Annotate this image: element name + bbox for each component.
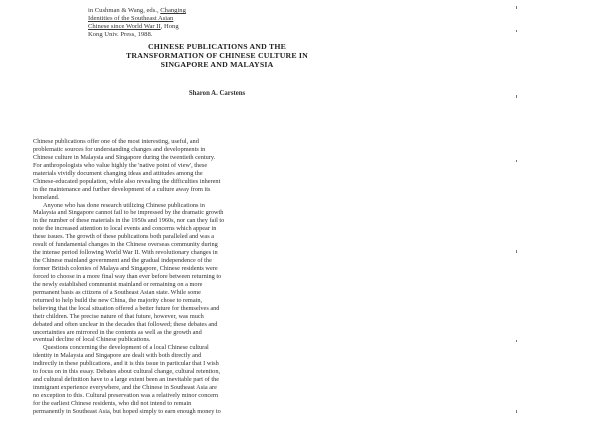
scan-edge-mark bbox=[516, 95, 517, 98]
text-line: the intense period following World War II. With revolutionary changes in bbox=[33, 249, 218, 257]
text-line: and cultural definition have to a large extent been an inevitable part of the bbox=[33, 376, 220, 384]
text-line: permanent basis as citizens of a Southeast Asian state. While some bbox=[33, 288, 201, 296]
text-line: result of fundamental changes in the Chinese overseas community during bbox=[33, 241, 218, 249]
text-line: returned to help build the new China, the majority chose to remain, bbox=[33, 296, 203, 304]
title-line: SINGAPORE AND MALAYSIA bbox=[160, 60, 274, 70]
text-line: homeland. bbox=[33, 193, 60, 201]
citation-line: Kong Univ. Press, 1988. bbox=[88, 31, 153, 39]
citation-book-title-cont: Chinese since World War II bbox=[88, 23, 161, 31]
text-line: to focus on in this essay. Debates about cultural change, cultural retention, bbox=[33, 368, 221, 376]
text-line: believing that the local situation offered a better future for themselves and bbox=[33, 304, 220, 312]
text-line: the newly established communist mainland or remaining on a more bbox=[33, 280, 203, 288]
text-line: Malaysia and Singapore cannot fail to be impressed by the dramatic growth bbox=[33, 209, 224, 217]
text-line: note the increased attention to local events and concerns which appear in bbox=[33, 225, 217, 233]
text-line: Anyone who has done research utilizing Chinese publications in bbox=[43, 201, 205, 209]
text-line: Chinese culture in Malaysia and Singapore during the twentieth century. bbox=[33, 153, 216, 161]
citation-prefix: in Cushman & Wang, eds., bbox=[88, 7, 161, 14]
text-line: for the earliest Chinese residents, who did not intend to remain bbox=[33, 399, 192, 407]
title-line: TRANSFORMATION OF CHINESE CULTURE IN bbox=[126, 51, 308, 61]
body-text bbox=[33, 138, 309, 416]
scan-edge-mark bbox=[516, 250, 517, 253]
text-line: forced to choose in a more final way than ever before between returning to bbox=[33, 272, 222, 280]
text-line: no exception to this. Cultural preservation was a relatively minor concern bbox=[33, 392, 219, 399]
text-line: in the maintenance and further development of a culture away from its bbox=[33, 185, 211, 193]
citation-note bbox=[88, 7, 288, 39]
paper-title bbox=[92, 42, 342, 70]
scan-edge-mark bbox=[516, 30, 517, 32]
scan-edge-mark bbox=[516, 6, 517, 9]
text-line: materials vividly document changing ideas and attitudes among the bbox=[33, 169, 203, 177]
citation-publisher-start: , Hong bbox=[160, 23, 179, 31]
text-line: identity in Malaysia and Singapore are dealt with both directly and bbox=[33, 352, 202, 360]
paragraph bbox=[33, 138, 309, 202]
text-line: in the number of these materials in the 1950s and 1960s, nor can they fail to bbox=[33, 217, 225, 225]
paragraph bbox=[33, 202, 309, 345]
text-line: their children. The precise nature of that future, however, was much bbox=[33, 312, 204, 320]
text-line: former British colonies of Malaya and Singapore, Chinese residents were bbox=[33, 265, 218, 272]
text-line: For anthropologists who value highly the 'native point of view', these bbox=[33, 161, 208, 169]
text-line: the Chinese mainland government and the gradual independence of the bbox=[33, 257, 212, 265]
citation-book-title: Changing bbox=[160, 7, 186, 14]
citation-line: Identities of the Southeast Asian bbox=[88, 15, 174, 23]
text-line: permanently in Southeast Asia, but hoped simply to earn enough money to bbox=[33, 407, 221, 415]
scan-edge-mark bbox=[516, 410, 517, 413]
text-line: these issues. The growth of these publications both paralleled and was a bbox=[33, 233, 215, 241]
text-line: debated and often unclear in the decades that followed; these debates and bbox=[33, 320, 218, 328]
text-line: indirectly in these publications, and it is this issue in particular that I wish bbox=[33, 360, 219, 368]
author-name: Sharon A. Carstens bbox=[188, 90, 246, 97]
citation-line bbox=[88, 7, 288, 15]
scan-edge-mark bbox=[516, 160, 517, 162]
text-line: uncertainties are mirrored in the contents as well as the growth and bbox=[33, 328, 202, 336]
text-line: immigrant experience everywhere, and the Chinese in Southeast Asia are bbox=[33, 384, 217, 392]
text-line: Chinese-educated population, while also revealing the difficulties inherent bbox=[33, 177, 221, 185]
text-line: Questions concerning the development of a local Chinese cultural bbox=[43, 344, 209, 352]
citation-line bbox=[88, 23, 288, 31]
text-line: eventual decline of local Chinese publications. bbox=[33, 336, 151, 344]
paragraph bbox=[33, 344, 309, 415]
scan-edge-mark bbox=[516, 340, 517, 342]
text-line: Chinese publications offer one of the most interesting, useful, and bbox=[33, 138, 199, 145]
text-line: problematic sources for understanding changes and developments in bbox=[33, 145, 206, 153]
title-line: CHINESE PUBLICATIONS AND THE bbox=[147, 42, 287, 51]
